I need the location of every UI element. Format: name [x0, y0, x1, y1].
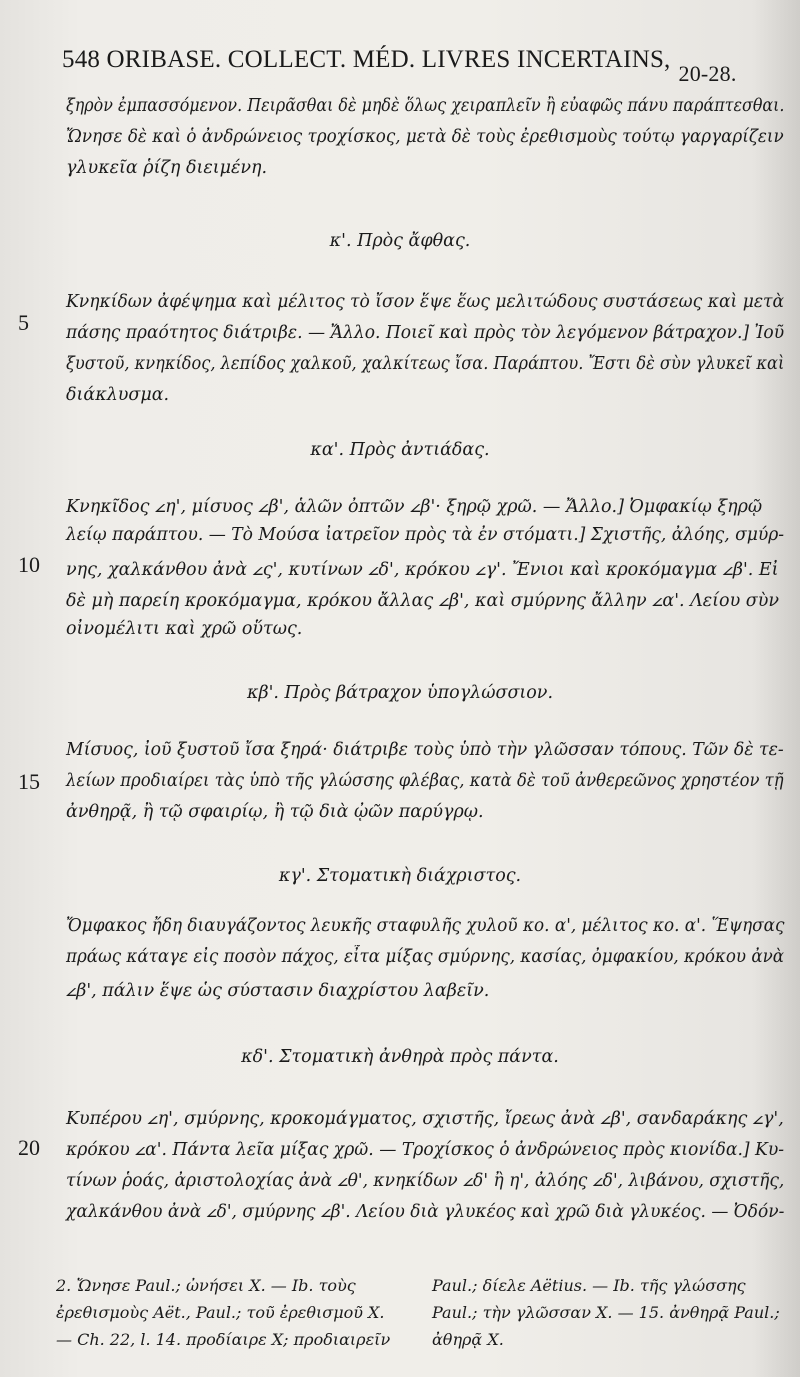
text-line: λείῳ παράπτου. — Τὸ Μούσα ἰατρεῖον πρὸς τὰ ἐν στόματι.] Σχιστῆς, ἀλόης, σμύρ-: [66, 525, 785, 545]
footnote-line: ἐρεθισμοὺς Aët., Paul.; τοῦ ἐρεθισμοῦ X.: [56, 1303, 385, 1322]
text-line: λείων προδιαίρει τὰς ὑπὸ τῆς γλώσσης φλέβας, κατὰ δὲ τοῦ ἀνθερεῶνος χρηστέον τῇ: [66, 771, 784, 791]
text-line: διάκλυσμα.: [66, 385, 170, 405]
line-number: 20: [18, 1135, 40, 1160]
chapter-heading: κ'. Πρὸς ἄφθας.: [329, 231, 471, 251]
text-line: οἰνομέλιτι καὶ χρῶ οὕτως.: [66, 619, 303, 639]
chapter-heading: κδ'. Στοματικὴ ἀνθηρὰ πρὸς πάντα.: [241, 1047, 559, 1067]
running-header: [62, 46, 782, 86]
text-line: ξηρὸν ἐμπασσόμενον. Πειρᾶσθαι δὲ μηδὲ ὅλως χειραπλεῖν ἢ εὐαφῶς πάνυ παράπτεσθαι.: [66, 96, 785, 116]
text-line: 𐅵β', πάλιν ἕψε ὡς σύστασιν διαχρίστου λαβεῖν.: [66, 981, 490, 1001]
chapter-heading: κα'. Πρὸς ἀντιάδας.: [310, 440, 490, 460]
footnote-line: — Ch. 22, l. 14. προδίαιρε X; προδιαιρεῖν: [56, 1330, 391, 1349]
footnote-line: Paul.; δίελε Aëtius. — Ib. τῆς γλώσσης: [432, 1276, 746, 1295]
text-line: πάσης πραότητος διάτριβε. — Ἄλλο. Ποιεῖ καὶ πρὸς τὸν λεγόμενον βάτραχον.] Ἰοῦ: [66, 323, 785, 343]
chapter-heading: κβ'. Πρὸς βάτραχον ὑπογλώσσιον.: [246, 683, 554, 703]
text-line: ἀνθηρᾷ, ἢ τῷ σφαιρίῳ, ἢ τῷ διὰ ᾠῶν παρύγρῳ.: [66, 802, 484, 822]
line-number: 10: [18, 552, 40, 577]
text-line: γλυκεῖα ῥίζη διειμένη.: [66, 158, 268, 178]
text-line: Κνηκίδων ἀφέψημα καὶ μέλιτος τὸ ἴσον ἕψε ἕως μελιτώδους συστάσεως καὶ μετὰ: [66, 292, 785, 312]
chapter-heading: κγ'. Στοματικὴ διάχριστος.: [278, 866, 522, 886]
text-line: Κυπέρου 𐅵η', σμύρνης, κροκομάγματος, σχιστῆς, ἴρεως ἀνὰ 𐅵β', σανδαράκης 𐅵γ',: [66, 1109, 784, 1129]
header-chapter-range: 20-28.: [678, 61, 737, 86]
text-line: κρόκου 𐅵α'. Πάντα λεῖα μίξας χρῶ. — Τροχίσκος ὁ ἀνδρώνειος πρὸς κιονίδα.] Κυ-: [66, 1140, 785, 1160]
text-line: Μίσυος, ἰοῦ ξυστοῦ ἴσα ξηρά· διάτριβε τοὺς ὑπὸ τὴν γλῶσσαν τόπους. Τῶν δὲ τε-: [66, 740, 784, 760]
footnote-line: ἀθηρᾷ X.: [432, 1330, 504, 1349]
text-line: ξυστοῦ, κνηκίδος, λεπίδος χαλκοῦ, χαλκίτεως ἴσα. Παράπτου. Ἔστι δὲ σὺν γλυκεῖ καὶ: [66, 354, 785, 374]
text-line: Ὤνησε δὲ καὶ ὁ ἀνδρώνειος τροχίσκος, μετὰ δὲ τοὺς ἐρεθισμοὺς τούτῳ γαργαρίζειν: [66, 127, 784, 147]
header-title: 548 ORIBASE. COLLECT. MÉD. LIVRES INCERTAINS,: [62, 46, 671, 73]
text-line: τίνων ῥοάς, ἀριστολοχίας ἀνὰ 𐅵θ', κνηκίδων 𐅵δ' ἢ η', ἀλόης 𐅵δ', λιβάνου, σχιστῆς,: [66, 1171, 785, 1191]
text-line: πράως κάταγε εἰς ποσὸν πάχος, εἶτα μίξας σμύρνης, κασίας, ὀμφακίου, κρόκου ἀνὰ: [66, 947, 785, 967]
text-line: Ὄμφακος ἤδη διαυγάζοντος λευκῆς σταφυλῆς χυλοῦ κο. α', μέλιτος κο. α'. Ἕψησας: [66, 916, 785, 936]
footnote-line: 2. Ὤνησε Paul.; ὠνήσει X. — Ib. τοὺς: [56, 1276, 356, 1295]
text-line: δὲ μὴ παρείη κροκόμαγμα, κρόκου ἄλλας 𐅵β', καὶ σμύρνης ἄλλην 𐅵α'. Λείου σὺν: [66, 591, 779, 611]
text-line: Κνηκῖδος 𐅵η', μίσυος 𐅵β', ἁλῶν ὀπτῶν 𐅵β'· ξηρῷ χρῶ. — Ἄλλο.] Ὀμφακίῳ ξηρῷ: [66, 497, 763, 517]
line-number: 5: [18, 310, 29, 335]
text-line: χαλκάνθου ἀνὰ 𐅵δ', σμύρνης 𐅵β'. Λείου διὰ γλυκέος καὶ χρῶ διὰ γλυκέος. — Ὀδόν-: [66, 1202, 785, 1222]
text-line: νης, χαλκάνθου ἀνὰ 𐅵ς', κυτίνων 𐅵δ', κρόκου 𐅵γ'. Ἔνιοι καὶ κροκόμαγμα 𐅵β'. Εἰ: [66, 560, 779, 580]
line-number: 15: [18, 769, 40, 794]
footnote-line: Paul.; τὴν γλῶσσαν X. — 15. ἀνθηρᾷ Paul.;: [432, 1303, 780, 1322]
